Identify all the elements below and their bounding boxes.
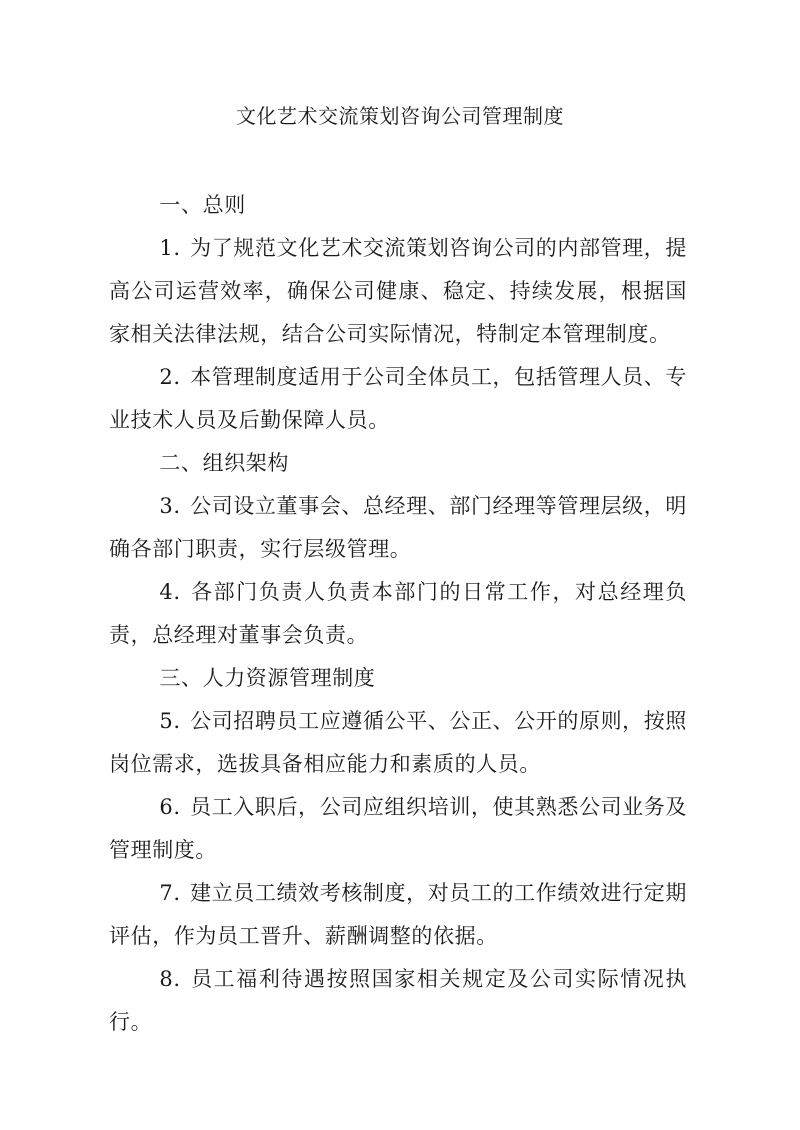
clause-number: 7. bbox=[159, 881, 181, 905]
clause-paragraph bbox=[109, 786, 687, 872]
clause-number: 3. bbox=[159, 494, 181, 518]
clause-paragraph bbox=[109, 356, 687, 442]
clause-paragraph bbox=[109, 958, 687, 1044]
clause-paragraph bbox=[109, 227, 687, 356]
section-heading: 二、组织架构 bbox=[159, 451, 289, 475]
clause-text: 员工入职后，公司应组织培训，使其熟悉公司业务及管理制度。 bbox=[109, 795, 687, 862]
clause-text: 公司设立董事会、总经理、部门经理等管理层级，明确各部门职责，实行层级管理。 bbox=[109, 494, 687, 561]
clause-paragraph bbox=[109, 700, 687, 786]
clause-number: 8. bbox=[159, 967, 181, 991]
document-title: 文化艺术交流策划咨询公司管理制度 bbox=[236, 104, 564, 128]
document-body bbox=[109, 184, 687, 1044]
clause-text: 各部门负责人负责本部门的日常工作，对总经理负责，总经理对董事会负责。 bbox=[109, 580, 687, 647]
clause-number: 4. bbox=[159, 580, 181, 604]
clause-number: 2. bbox=[159, 365, 181, 389]
clause-number: 5. bbox=[159, 709, 181, 733]
clause-paragraph bbox=[109, 485, 687, 571]
clause-paragraph bbox=[109, 872, 687, 958]
clause-text: 建立员工绩效考核制度，对员工的工作绩效进行定期评估，作为员工晋升、薪酬调整的依据。 bbox=[109, 881, 687, 948]
clause-text: 本管理制度适用于公司全体员工，包括管理人员、专业技术人员及后勤保障人员。 bbox=[109, 365, 687, 432]
clause-text: 为了规范文化艺术交流策划咨询公司的内部管理，提高公司运营效率，确保公司健康、稳定、持续发展，根据国家相关法律法规，结合公司实际情况，特制定本管理制度。 bbox=[109, 236, 687, 346]
section-heading: 三、人力资源管理制度 bbox=[159, 666, 376, 690]
clause-paragraph bbox=[109, 571, 687, 657]
clause-text: 员工福利待遇按照国家相关规定及公司实际情况执行。 bbox=[109, 967, 687, 1034]
section-heading: 一、总则 bbox=[159, 193, 246, 217]
clause-text: 公司招聘员工应遵循公平、公正、公开的原则，按照岗位需求，选拔具备相应能力和素质的人员。 bbox=[109, 709, 687, 776]
clause-number: 1. bbox=[159, 236, 181, 260]
clause-number: 6. bbox=[159, 795, 181, 819]
